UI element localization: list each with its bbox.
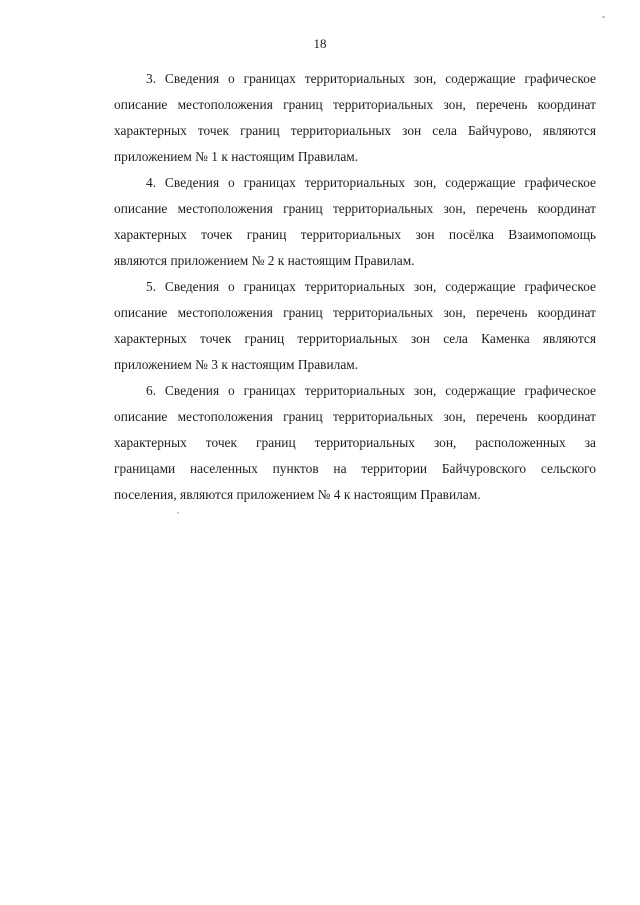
paragraph-3 (114, 66, 596, 170)
scan-speck (177, 512, 179, 514)
paragraph-line: поселения, являются приложением № 4 к настоящим Правилам. (114, 487, 481, 502)
paragraph-4 (114, 170, 596, 274)
page-number: 18 (313, 36, 327, 51)
paragraph-line: описание местоположения границ территориальных зон, перечень координат (114, 305, 596, 320)
paragraph-line: приложением № 1 к настоящим Правилам. (114, 149, 359, 164)
paragraph-line: 4. Сведения о границах территориальных зон, содержащие графическое (146, 175, 596, 190)
paragraph-6 (114, 378, 596, 508)
paragraph-line: приложением № 3 к настоящим Правилам. (114, 357, 359, 372)
paragraph-line: описание местоположения границ территориальных зон, перечень координат (114, 409, 596, 424)
document-body (114, 66, 596, 508)
scan-speck (602, 16, 605, 18)
paragraph-line: характерных точек границ территориальных зон посёлка Взаимопомощь (114, 227, 596, 242)
paragraph-line: описание местоположения границ территориальных зон, перечень координат (114, 97, 596, 112)
paragraph-line: границами населенных пунктов на территории Байчуровского сельского (114, 461, 596, 476)
paragraph-line: характерных точек границ территориальных зон села Каменка являются (114, 331, 596, 346)
paragraph-line: характерных точек границ территориальных зон села Байчурово, являются (114, 123, 596, 138)
paragraph-line: 6. Сведения о границах территориальных зон, содержащие графическое (146, 383, 596, 398)
paragraph-line: 5. Сведения о границах территориальных зон, содержащие графическое (146, 279, 596, 294)
paragraph-line: характерных точек границ территориальных зон, расположенных за (114, 435, 596, 450)
paragraph-line: 3. Сведения о границах территориальных зон, содержащие графическое (146, 71, 596, 86)
paragraph-line: являются приложением № 2 к настоящим Правилам. (114, 253, 415, 268)
paragraph-line: описание местоположения границ территориальных зон, перечень координат (114, 201, 596, 216)
paragraph-5 (114, 274, 596, 378)
